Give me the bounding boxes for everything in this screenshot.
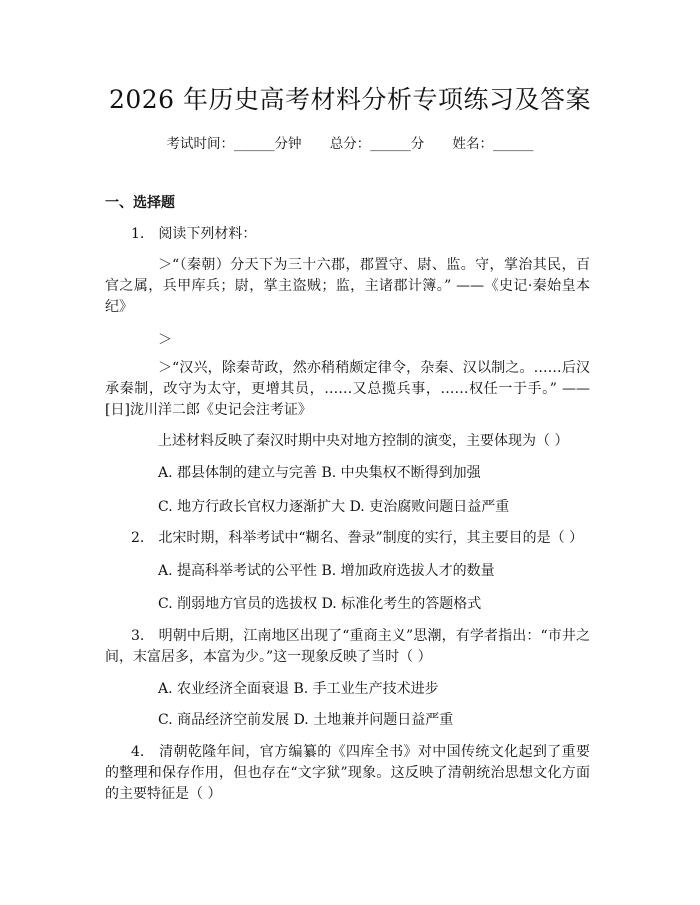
question-1-options-ab: A. 郡县体制的建立与完善 B. 中央集权不断得到加强: [158, 465, 481, 481]
question-1-stem: 1. 阅读下列材料：: [131, 226, 257, 242]
student-name-field: 姓名：______: [452, 136, 534, 152]
question-1-quote-2: ＞“汉兴，除秦苛政，然亦稍稍颇定律令，杂秦、汉以制之。……后汉承秦制，改守为太守，更增其员，……又总揽兵事，……权任一于手。” ——[日]泷川洋二郎《史记会注考证》: [105, 360, 590, 418]
total-score-field: 总分：______分: [329, 136, 425, 152]
section-heading-multiple-choice: 一、选择题: [105, 195, 175, 211]
question-1-quote-1: ＞“（秦朝）分天下为三十六郡，郡置守、尉、监。守，掌治其民，百官之属，兵甲库兵；尉，掌主盗贼；监，主诸郡计簿。” ——《史记·秦始皇本纪》: [105, 257, 590, 315]
question-2-stem: 2. 北宋时期，科举考试中“糊名、誊录”制度的实行，其主要目的是（ ）: [131, 530, 584, 546]
page-title: 2026 年历史高考材料分析专项练习及答案: [108, 85, 592, 114]
question-2-options-cd: C. 削弱地方官员的选拔权 D. 标准化考生的答题格式: [158, 596, 482, 612]
question-3-options-cd: C. 商品经济空前发展 D. 土地兼并问题日益严重: [158, 712, 454, 728]
question-2-options-ab: A. 提高科举考试的公平性 B. 增加政府选拔人才的数量: [158, 563, 495, 579]
question-1-quote-empty: ＞: [158, 332, 172, 348]
question-3-stem: 3. 明朝中后期，江南地区出现了“重商主义”思潮，有学者指出：“市井之间，末富居多，本富为少。”这一现象反映了当时（ ）: [105, 628, 590, 665]
question-1-options-cd: C. 地方行政长官权力逐渐扩大 D. 吏治腐败问题日益严重: [158, 499, 510, 515]
question-4-stem: 4. 清朝乾隆年间，官方编纂的《四库全书》对中国传统文化起到了重要的整理和保存作用，但也存在“文字狱”现象。这反映了清朝统治思想文化方面的主要特征是（ ）: [105, 744, 590, 802]
question-3-options-ab: A. 农业经济全面衰退 B. 手工业生产技术进步: [158, 681, 439, 697]
question-1-question: 上述材料反映了秦汉时期中央对地方控制的演变，主要体现为（ ）: [158, 433, 569, 449]
exam-meta: [0, 132, 700, 152]
exam-time-field: 考试时间：______分钟: [166, 136, 302, 152]
